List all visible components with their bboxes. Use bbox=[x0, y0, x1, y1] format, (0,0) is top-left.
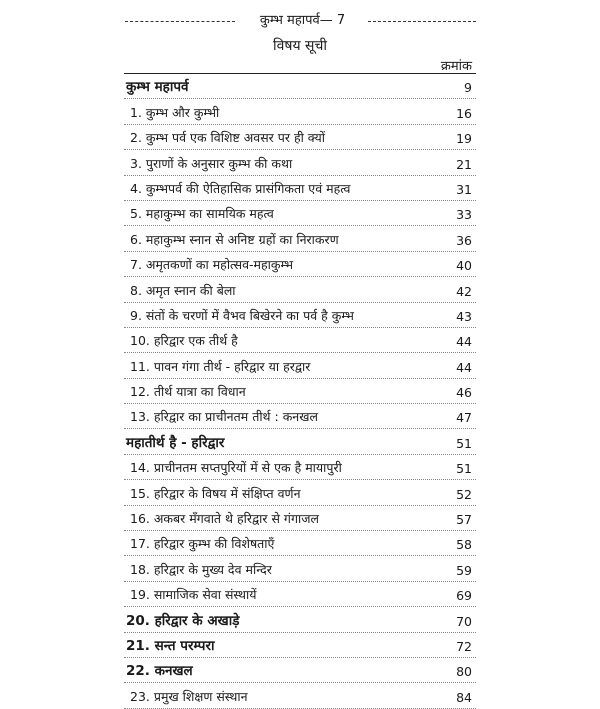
toc-page-number: 84 bbox=[456, 689, 472, 705]
toc-entry-row bbox=[124, 277, 476, 302]
toc-entry-row bbox=[124, 150, 476, 175]
toc-entry-label: 11. पावन गंगा तीर्थ - हरिद्वार या हरद्वार bbox=[130, 358, 311, 374]
toc-page-number: 40 bbox=[456, 258, 472, 274]
page-header bbox=[0, 8, 600, 28]
toc-page-number: 70 bbox=[456, 613, 472, 629]
toc-page-number: 57 bbox=[456, 512, 472, 528]
toc-entry-row bbox=[124, 480, 476, 505]
toc-entry-row bbox=[124, 683, 476, 708]
toc-entry-label: 14. प्राचीनतम सप्तपुरियों में से एक है मायापुरी bbox=[130, 460, 342, 476]
toc-entry-row bbox=[124, 303, 476, 328]
toc-entry-label: 15. हरिद्वार के विषय में संक्षिप्त वर्णन bbox=[130, 485, 301, 501]
toc-page-number: 51 bbox=[456, 461, 472, 477]
toc-entry-label: 8. अमृत स्नान की बेला bbox=[130, 282, 236, 298]
toc-entry-label: 3. पुराणों के अनुसार कुम्भ की कथा bbox=[130, 155, 293, 171]
toc-section-row bbox=[124, 429, 476, 454]
header-rule-left bbox=[125, 21, 235, 22]
toc-entry-label: 21. सन्त परम्परा bbox=[126, 637, 215, 654]
toc-entry-row bbox=[124, 404, 476, 429]
toc-page-number: 42 bbox=[456, 283, 472, 299]
header-rule-right bbox=[368, 21, 476, 22]
toc-entry-row bbox=[124, 99, 476, 124]
toc-entry-row bbox=[124, 379, 476, 404]
toc-page-number: 44 bbox=[456, 359, 472, 375]
toc-entry-row bbox=[124, 176, 476, 201]
page-number-column-heading: क्रमांक bbox=[440, 59, 472, 74]
toc-entry-label: 2. कुम्भ पर्व एक विशिष्ट अवसर पर ही क्यों bbox=[130, 130, 325, 146]
toc-entry-row bbox=[124, 455, 476, 480]
toc-entry-label: 20. हरिद्वार के अखाड़े bbox=[126, 612, 240, 629]
toc-page-number: 36 bbox=[456, 232, 472, 248]
toc-page-number: 72 bbox=[456, 638, 472, 654]
toc-title: विषय सूची bbox=[272, 38, 328, 54]
toc-entry-row bbox=[124, 506, 476, 531]
toc-section-row bbox=[124, 74, 476, 99]
toc-entry-row bbox=[124, 556, 476, 581]
table-of-contents bbox=[124, 74, 476, 709]
toc-page-number: 69 bbox=[456, 588, 472, 604]
toc-entry-label: 17. हरिद्वार कुम्भ की विशेषताएँ bbox=[130, 536, 275, 552]
toc-entry-label: 4. कुम्भपर्व की ऐतिहासिक प्रासंगिकता एवं महत्व bbox=[130, 180, 351, 196]
toc-entry-row bbox=[124, 252, 476, 277]
toc-page-number: 9 bbox=[464, 80, 472, 96]
toc-entry-label: महातीर्थ है - हरिद्वार bbox=[126, 434, 225, 451]
toc-entry-row bbox=[124, 353, 476, 378]
toc-page-number: 46 bbox=[456, 385, 472, 401]
toc-entry-row bbox=[124, 531, 476, 556]
toc-entry-row bbox=[124, 226, 476, 251]
toc-entry-label: 13. हरिद्वार का प्राचीनतम तीर्थ : कनखल bbox=[130, 409, 318, 425]
toc-page-number: 44 bbox=[456, 334, 472, 350]
toc-entry-label: 19. सामाजिक सेवा संस्थायें bbox=[130, 587, 257, 603]
toc-page-number: 58 bbox=[456, 537, 472, 553]
toc-entry-label: 5. महाकुम्भ का सामयिक महत्व bbox=[130, 206, 274, 222]
toc-page-number: 47 bbox=[456, 410, 472, 426]
toc-entry-row bbox=[124, 125, 476, 150]
toc-entry-label: 10. हरिद्वार एक तीर्थ है bbox=[130, 333, 238, 349]
toc-entry-label: 12. तीर्थ यात्रा का विधान bbox=[130, 384, 246, 400]
toc-page-number: 33 bbox=[456, 207, 472, 223]
toc-page-number: 31 bbox=[456, 181, 472, 197]
toc-entry-label: 23. प्रमुख शिक्षण संस्थान bbox=[130, 688, 248, 704]
toc-page-number: 51 bbox=[456, 435, 472, 451]
toc-page-number: 52 bbox=[456, 486, 472, 502]
toc-entry-label: कुम्भ महापर्व bbox=[126, 79, 189, 96]
toc-entry-label: 16. अकबर मँगवाते थे हरिद्वार से गंगाजल bbox=[130, 511, 319, 527]
toc-entry-label: 7. अमृतकणों का महोत्सव-महाकुम्भ bbox=[130, 257, 294, 273]
toc-page-number: 19 bbox=[456, 131, 472, 147]
toc-page-number: 80 bbox=[456, 664, 472, 680]
toc-section-row bbox=[124, 658, 476, 683]
toc-page-number: 43 bbox=[456, 308, 472, 324]
toc-entry-row bbox=[124, 328, 476, 353]
toc-section-row bbox=[124, 607, 476, 632]
toc-entry-row bbox=[124, 582, 476, 607]
toc-page-number: 59 bbox=[456, 562, 472, 578]
toc-entry-label: 6. महाकुम्भ स्नान से अनिष्ट ग्रहों का निराकरण bbox=[130, 231, 339, 247]
toc-entry-label: 22. कनखल bbox=[126, 663, 193, 680]
toc-section-row bbox=[124, 633, 476, 658]
toc-entry-row bbox=[124, 201, 476, 226]
toc-entry-label: 1. कुम्भ और कुम्भी bbox=[130, 104, 220, 120]
running-title: कुम्भ महापर्व— 7 bbox=[259, 13, 346, 28]
toc-page-number: 16 bbox=[456, 105, 472, 121]
toc-entry-label: 9. संतों के चरणों में वैभव बिखेरने का पर्व है कुम्भ bbox=[130, 307, 354, 323]
toc-entry-label: 18. हरिद्वार के मुख्य देव मन्दिर bbox=[130, 561, 272, 577]
toc-page-number: 21 bbox=[456, 156, 472, 172]
